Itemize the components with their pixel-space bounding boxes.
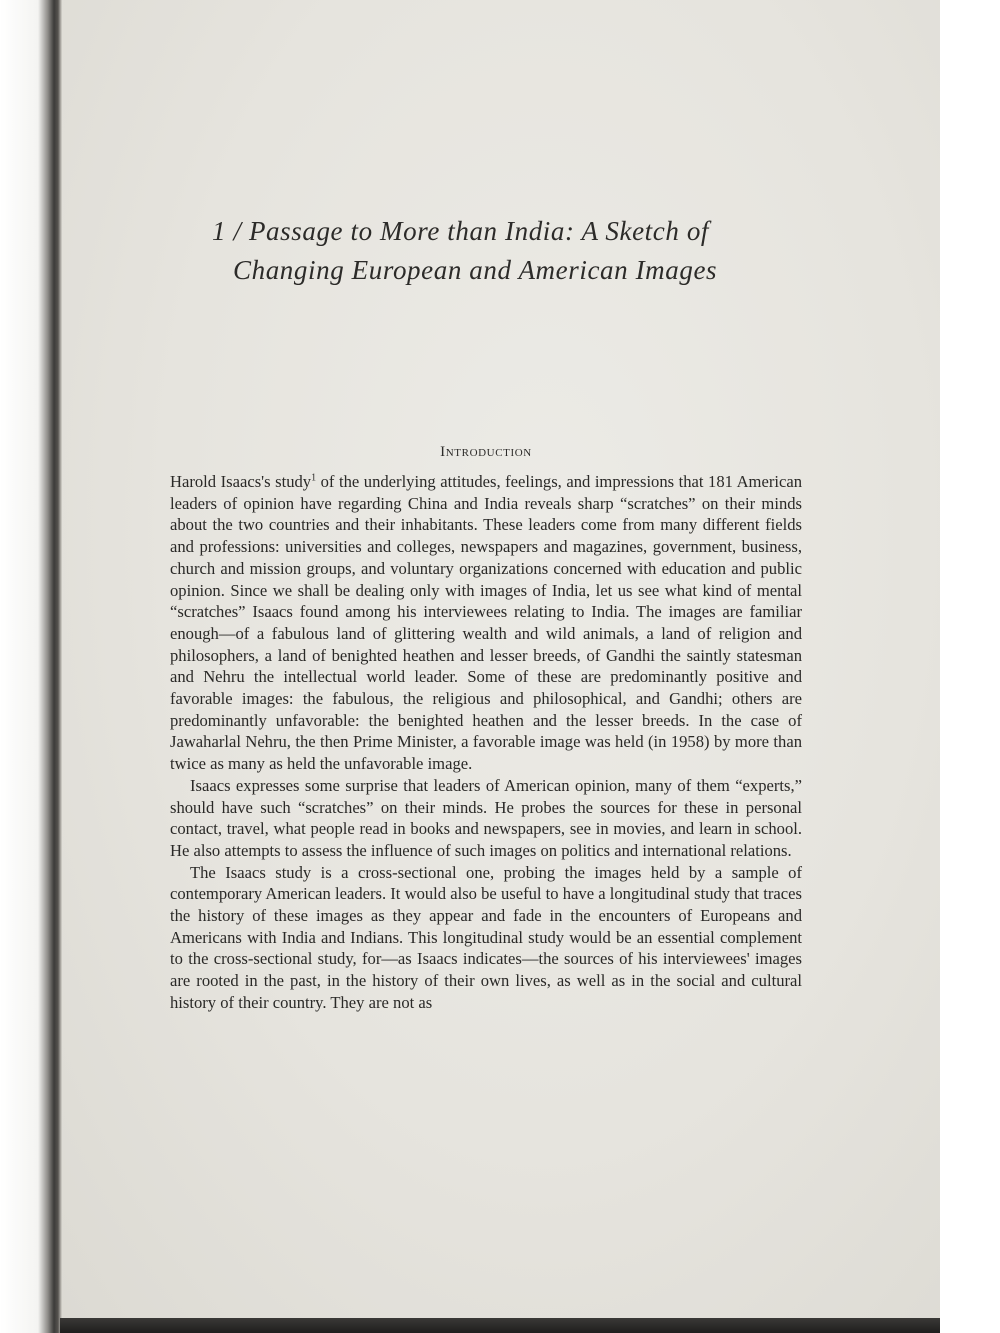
paragraph-3: The Isaacs study is a cross-sectional one, probing the images held by a sample of contemporary American leaders. It would also be useful to have a longitudinal study that traces the history of these images as they appear and fade in the encounters of Europeans and Americans with India and Indians. This longitudinal study would be an essential complement to the cross-sectional study, for—as Isaacs indicates—the sources of his interviewees' images are rooted in the past, in the history of their own lives, as well as in the social and cultural history of their country. They are not as (170, 862, 802, 1012)
paragraph-2: Isaacs expresses some surprise that leaders of American opinion, many of them “experts,” should have such “scratches” on their minds. He probes the sources for these in personal contact, travel, what people read in books and newspapers, see in movies, and learn in school. He also attempts to assess the influence of such images on politics and international relations. (170, 775, 802, 860)
paragraph-1 (170, 471, 802, 775)
chapter-title (212, 212, 852, 290)
footnote-reference[interactable]: 1 (311, 472, 317, 484)
chapter-number: 1 (212, 216, 227, 246)
chapter-title-text-1: Passage to More than India: A Sketch of (248, 216, 710, 246)
book-spine-shadow (0, 0, 62, 1333)
book-page (62, 0, 940, 1318)
chapter-title-line-1 (212, 212, 852, 251)
right-margin (940, 0, 1000, 1333)
chapter-separator: / (233, 216, 242, 246)
body-text (170, 471, 802, 1014)
chapter-title-line-2: Changing European and American Images (233, 255, 718, 285)
page-bottom-shadow (60, 1318, 940, 1333)
paragraph-1-rest: of the underlying attitudes, feelings, and impressions that 181 American leaders of opinion have regarding China and India reveals sharp “scratches” on their minds about the two countries and their inhabitants. These leaders come from many different fields and professions: universities and colleges, newspapers and magazines, government, business, church and mission groups, and voluntary organizations concerned with education and public opinion. Since we shall be dealing only with images of India, let us see what kind of mental “scratches” Isaacs found among his interviewees relating to India. The images are familiar enough—of a fabulous land of glittering wealth and wild animals, a land of religion and philosophers, a land of benighted heathen and lesser breeds, of Gandhi the saintly statesman and Nehru the intellectual world leader. Some of these are predominantly positive and favorable images: the fabulous, the religious and philosophical, and Gandhi; others are predominantly unfavorable: the benighted heathen and the lesser breeds. In the case of Jawaharlal Nehru, the then Prime Minister, a favorable image was held (in 1958) by more than twice as many as held the unfavorable image. (170, 472, 802, 774)
section-heading: Introduction (440, 444, 532, 460)
paragraph-1-start: Harold Isaacs's study (170, 472, 312, 491)
